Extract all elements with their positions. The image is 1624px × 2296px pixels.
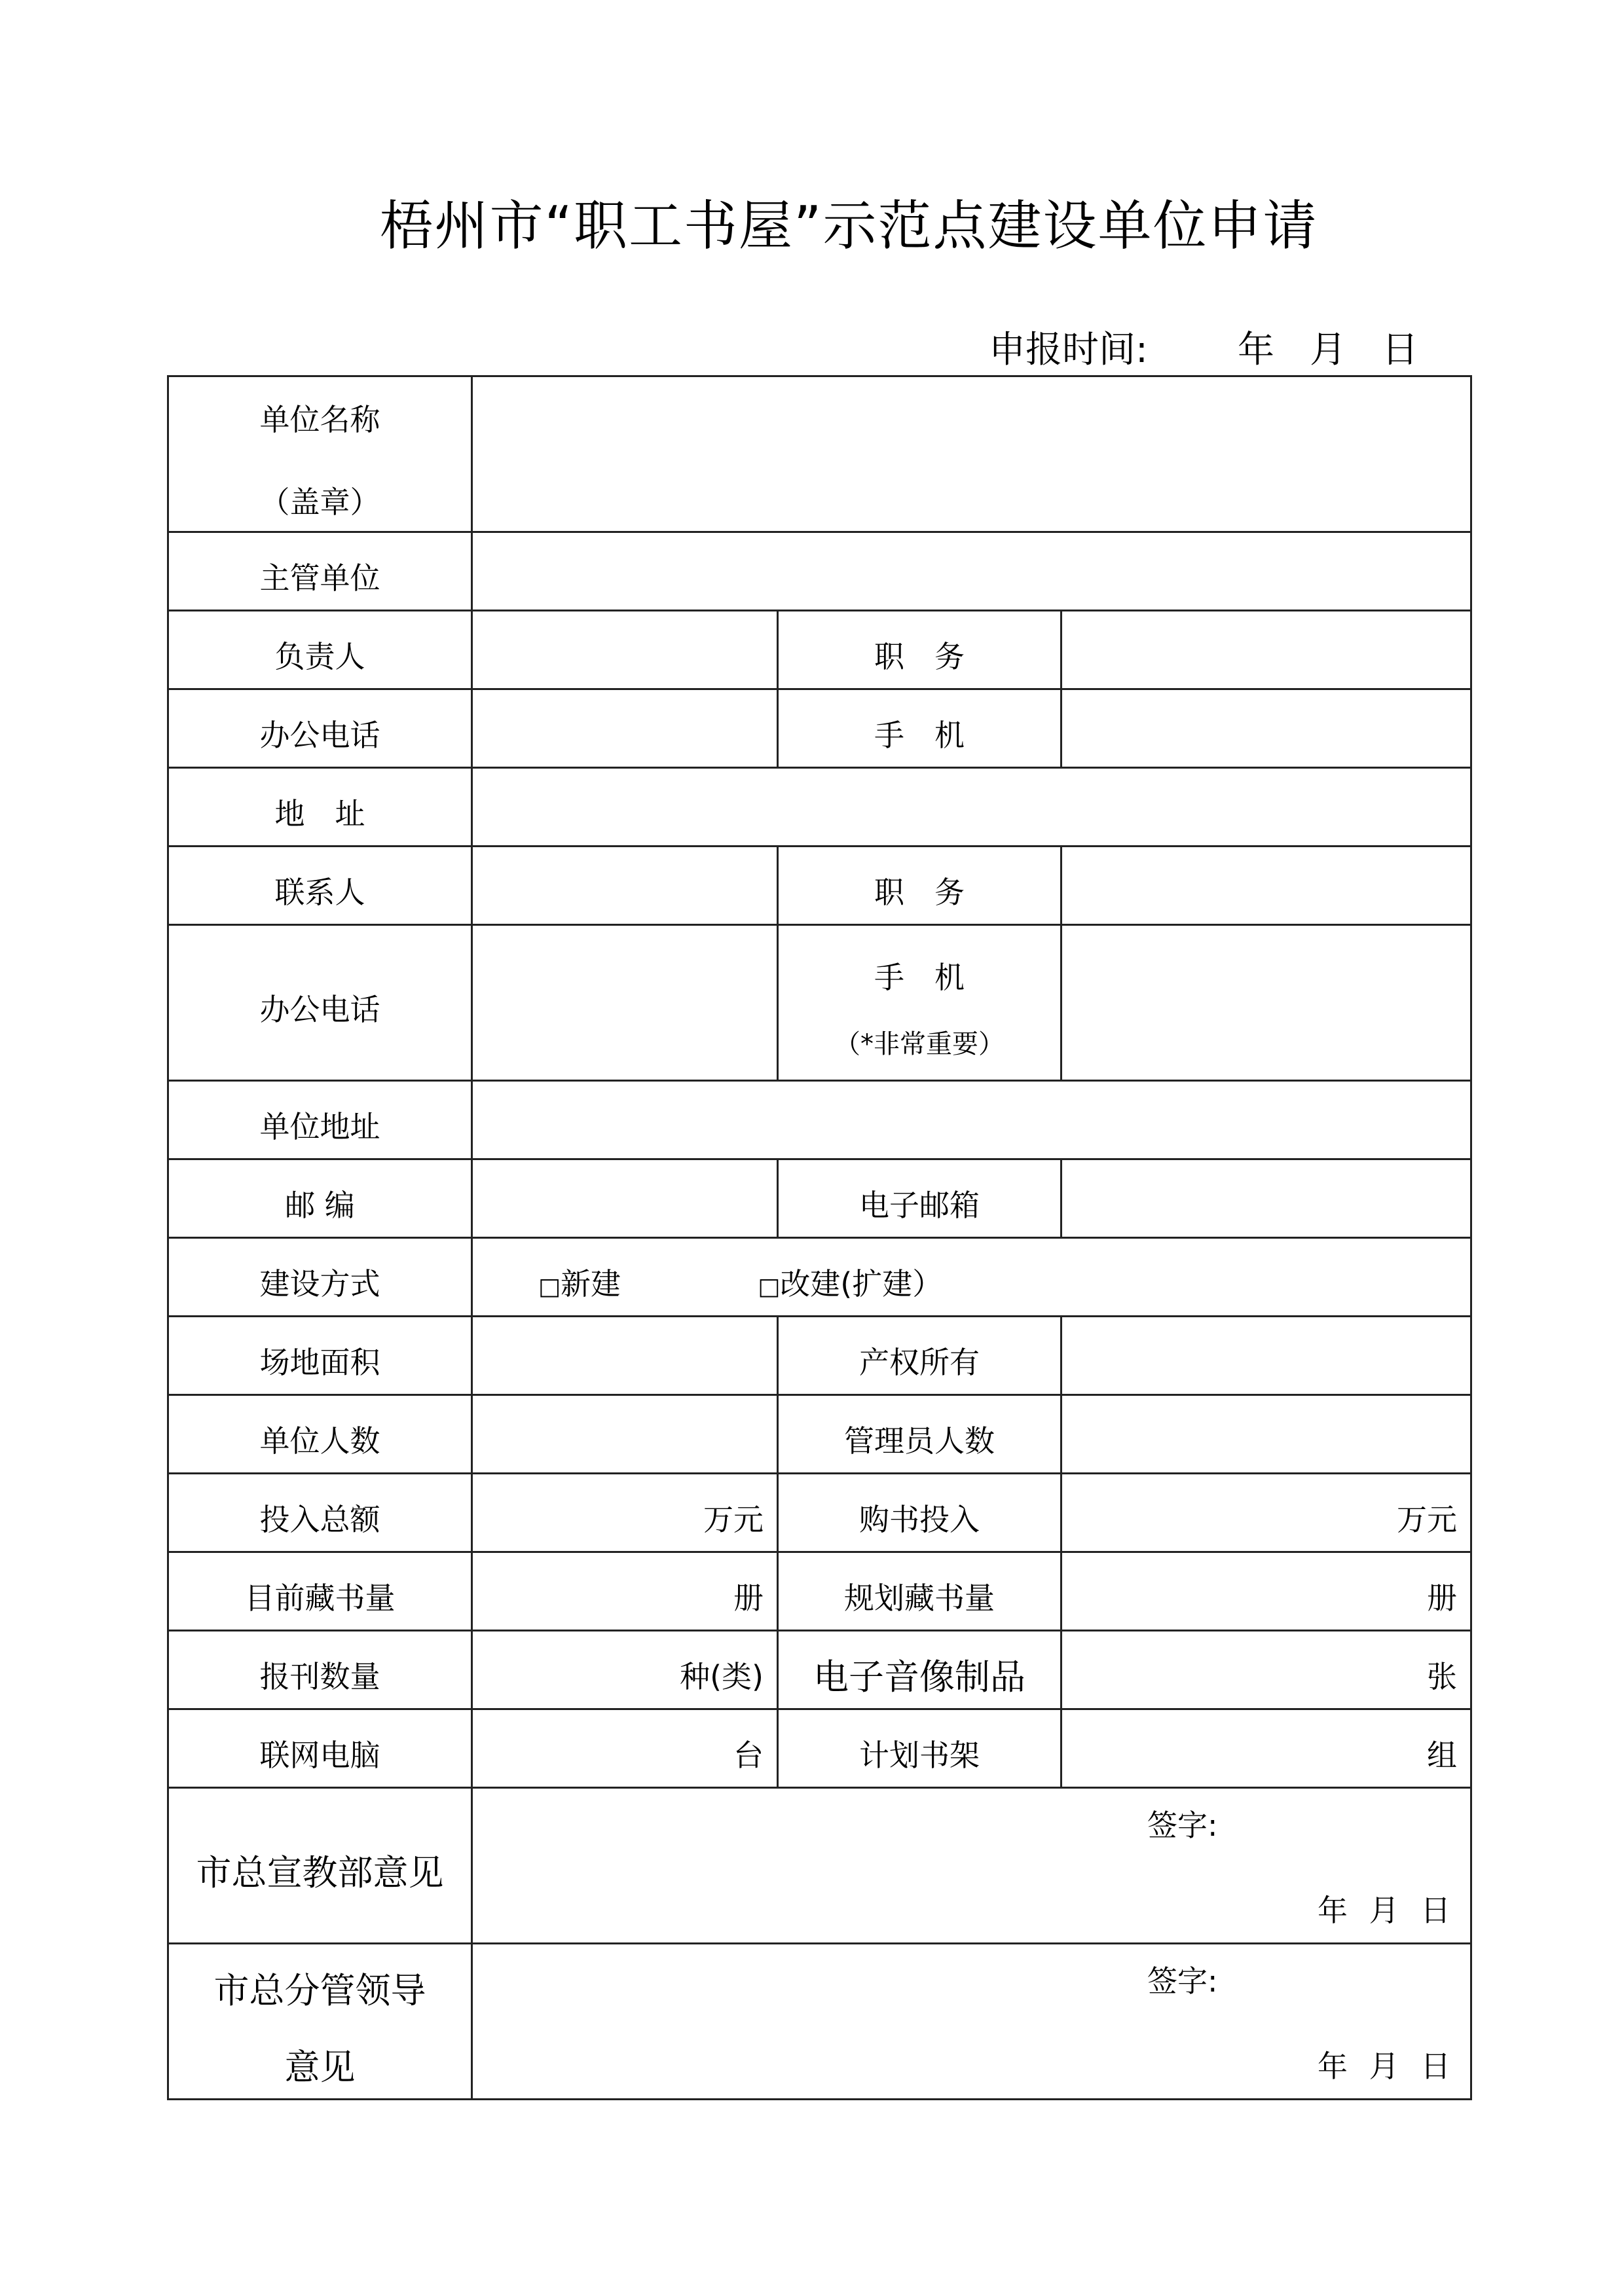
contact-office-phone-field[interactable] [472,925,778,1081]
admin-count-field[interactable] [1061,1395,1471,1474]
periodicals-field[interactable]: 种(类) [472,1631,778,1709]
site-area-label: 场地面积 [168,1317,472,1395]
current-books-label: 目前藏书量 [168,1552,472,1631]
supervisor-label: 主管单位 [168,532,472,611]
staff-count-label: 单位人数 [168,1395,472,1474]
mobile-label: 手 机 [778,689,1061,768]
application-form [167,375,1472,2100]
unit-address-field[interactable] [472,1081,1471,1159]
mobile-field[interactable] [1061,689,1471,768]
label-cell [778,925,1061,1081]
leader-label: 负责人 [168,611,472,689]
contact-label: 联系人 [168,847,472,925]
planned-books-label: 规划藏书量 [778,1552,1061,1631]
av-products-field[interactable]: 张 [1061,1631,1471,1709]
total-investment-label: 投入总额 [168,1474,472,1552]
table-row [168,768,1471,847]
signature-label: 签字: [1147,1963,1218,1999]
table-row [168,1395,1471,1474]
postcode-label: 邮 编 [168,1159,472,1238]
label-cell [168,376,472,532]
important-note: （*非常重要） [834,1029,1005,1059]
unit-name-field[interactable] [472,376,1471,532]
av-products-label: 电子音像制品 [778,1631,1061,1709]
build-mode-options [472,1238,1471,1317]
planned-books-field[interactable]: 册 [1061,1552,1471,1631]
supervisor-field[interactable] [472,532,1471,611]
office-phone-field[interactable] [472,689,778,768]
contact-office-phone-label: 办公电话 [168,925,472,1081]
table-row [168,1631,1471,1709]
page-title: 梧州市“职工书屋”示范点建设单位申请 [379,195,1318,257]
report-date-label: 申报时间: [989,329,1148,371]
computers-field[interactable]: 台 [472,1709,778,1788]
contact-position-label: 职 务 [778,847,1061,925]
shelves-field[interactable]: 组 [1061,1709,1471,1788]
table-row [168,1317,1471,1395]
unit-name-label: 单位名称 [259,401,380,437]
position-field[interactable] [1061,611,1471,689]
report-date-day: 日 [1382,329,1418,371]
position-label: 职 务 [778,611,1061,689]
table-row [168,1238,1471,1317]
current-books-field[interactable]: 册 [472,1552,778,1631]
table-row [168,1081,1471,1159]
table-row [168,847,1471,925]
leader-opinion-label: 市总分管领导 [213,1969,426,2011]
table-row [168,1788,1471,1944]
new-build-label: 新建 [561,1266,621,1302]
label-cell [168,1944,472,2100]
email-field[interactable] [1061,1159,1471,1238]
table-row [168,1709,1471,1788]
seal-label: （盖章） [259,484,380,520]
address-field[interactable] [472,768,1471,847]
admin-count-label: 管理员人数 [778,1395,1061,1474]
email-label: 电子邮箱 [778,1159,1061,1238]
report-date-month: 月 [1310,329,1346,371]
table-row [168,689,1471,768]
table-row [168,1944,1471,2100]
office-phone-label: 办公电话 [168,689,472,768]
new-build-checkbox[interactable]: □ [538,1273,561,1300]
date-label: 年 月 日 [1318,1893,1451,1928]
ownership-label: 产权所有 [778,1317,1061,1395]
leader-opinion-label-2: 意见 [284,2046,356,2088]
date-label: 年 月 日 [1318,2049,1451,2084]
ownership-field[interactable] [1061,1317,1471,1395]
unit-address-label: 单位地址 [168,1081,472,1159]
contact-mobile-label: 手 机 [874,960,965,995]
table-row [168,925,1471,1081]
total-investment-field[interactable]: 万元 [472,1474,778,1552]
table-row [168,1474,1471,1552]
propaganda-opinion-field[interactable] [472,1788,1471,1944]
propaganda-opinion-label: 市总宣教部意见 [168,1788,472,1944]
build-mode-label: 建设方式 [168,1238,472,1317]
computers-label: 联网电脑 [168,1709,472,1788]
shelves-label: 计划书架 [778,1709,1061,1788]
report-date-year: 年 [1238,329,1274,371]
staff-count-field[interactable] [472,1395,778,1474]
book-investment-field[interactable]: 万元 [1061,1474,1471,1552]
leader-opinion-field[interactable] [472,1944,1471,2100]
site-area-field[interactable] [472,1317,778,1395]
signature-label: 签字: [1147,1808,1218,1843]
rebuild-checkbox[interactable]: □ [758,1273,781,1300]
contact-position-field[interactable] [1061,847,1471,925]
table-row [168,532,1471,611]
table-row [168,1159,1471,1238]
table-row [168,376,1471,532]
rebuild-label: 改建(扩建） [780,1266,943,1302]
contact-mobile-field[interactable] [1061,925,1471,1081]
postcode-field[interactable] [472,1159,778,1238]
address-label: 地 址 [168,768,472,847]
table-row [168,1552,1471,1631]
contact-field[interactable] [472,847,778,925]
book-investment-label: 购书投入 [778,1474,1061,1552]
periodicals-label: 报刊数量 [168,1631,472,1709]
leader-field[interactable] [472,611,778,689]
table-row [168,611,1471,689]
